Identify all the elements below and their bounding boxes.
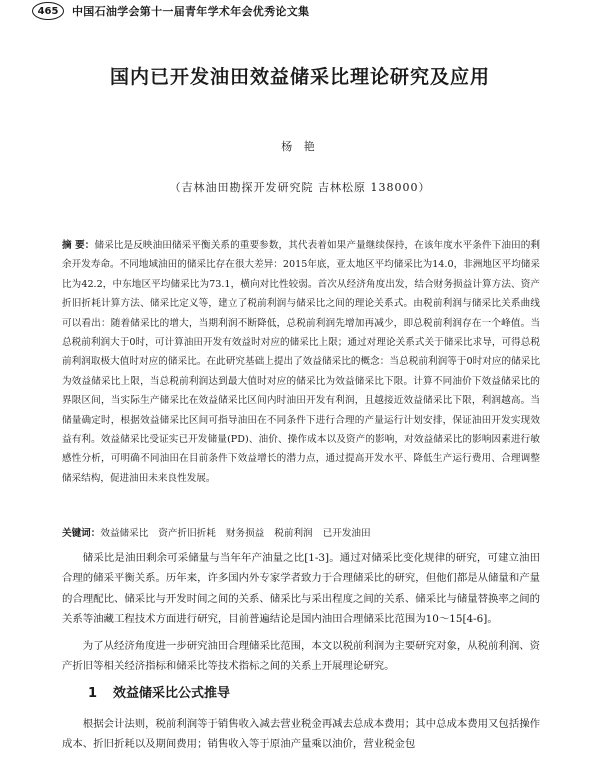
- intro-paragraph-2: 为了从经济角度进一步研究油田合理储采比范围，本文以税前利润为主要研究对象，从税前利润、资产折旧等相关经济指标和储采比等技术指标之间的关系上开展理论研究。: [62, 640, 540, 673]
- author-name: 杨 艳: [281, 140, 319, 153]
- keyword: 资产折旧折耗: [158, 528, 216, 539]
- abstract-text: 储采比是反映油田储采平衡关系的重要参数，其代表着如果产量继续保持，在该年度水平条件下油田的剩余开发寿命。不同地域油田的储采比存在很大差异：2015年底，亚太地区平均储采比为14.0，非洲地区平均储采比为42.2，中东地区平均储采比为73.1，横向对比性较弱。首次从经济角度出发，结合财务损益计算方法、资产折旧折耗计算方法、储采比定义等，建立了税前利润与储采比之间的理论关系式。由税前利润与储采比关系曲线可以看出：随着储采比的增大，当期利润不断降低，总税前利润先增加再减少，即总税前利润存在一个峰值。当总税前利润大于0时，可计算油田开发有效益时对应的储采比上限；通过对理论关系式关于储采比求导，可得总税前利润取极大值时对应的储采比。在此研究基础上提出了效益储采比的概念：当总税前利润等于0时对应的储采比为效益储采比上限，当总税前利润达到最大值时对应的储采比为效益储采比下限。计算不同油价下效益储采比的界限区间，当实际生产储采比在效益储采比区间内时油田开发有利润，且越接近效益储采比下限，利润越高。当储量确定时，根据效益储采比区间可指导油田在不同条件下进行合理的产量运行计划安排，保证油田开发实现效益有利。效益储采比受证实已开发储量(PD)、油价、操作成本以及资产的影响，对效益储采比的影响因素进行敏感性分析，可明确不同油田在目前条件下效益增长的潜力点，通过提高开发水平、降低生产运行费用、合理调整储采结构，促进油田未来良性发展。: [62, 240, 541, 484]
- journal-title: 中国石油学会第十一届青年学术年会优秀论文集: [72, 5, 310, 18]
- section-number: 1: [88, 686, 98, 701]
- abstract: [62, 236, 540, 488]
- keyword: 税前利润: [274, 528, 313, 539]
- section-paragraph-1: 根据会计法则，税前利润等于销售收入减去营业税金再减去总成本费用；其中总成本费用又包括操作成本、折旧折耗以及期间费用；销售收入等于原油产量乘以油价，营业税金包: [62, 718, 540, 751]
- section-title: 效益储采比公式推导: [113, 686, 231, 701]
- keyword: 财务损益: [225, 528, 265, 539]
- paper-title: 国内已开发油田效益储采比理论研究及应用: [109, 66, 490, 88]
- author-affiliation: （吉林油田勘探开发研究院 吉林松原 138000）: [169, 181, 431, 194]
- keyword: 已开发油田: [322, 528, 371, 539]
- keywords-label: 关键词：: [62, 528, 101, 539]
- abstract-label: 摘 要：: [62, 240, 95, 251]
- keywords: [62, 525, 540, 543]
- keyword: 效益储采比: [100, 528, 149, 539]
- intro-paragraph-1: 储采比是油田剩余可采储量与当年年产油量之比[1-3]。通过对储采比变化规律的研究，可建立油田合理的储采平衡关系。历年来，许多国内外专家学者致力于合理储采比的研究，但他们都是从储量和产量的合理配比、储采比与开发时间之间的关系、储采比与采出程度之间的关系、储采比与储量替换率之间的关系等油藏工程技术方面进行研究，目前普遍结论是国内油田合理储采比范围为10～15[4-6]。: [62, 552, 540, 625]
- page-number: 465: [32, 2, 64, 20]
- running-header: [32, 2, 572, 20]
- section-heading: [88, 682, 230, 701]
